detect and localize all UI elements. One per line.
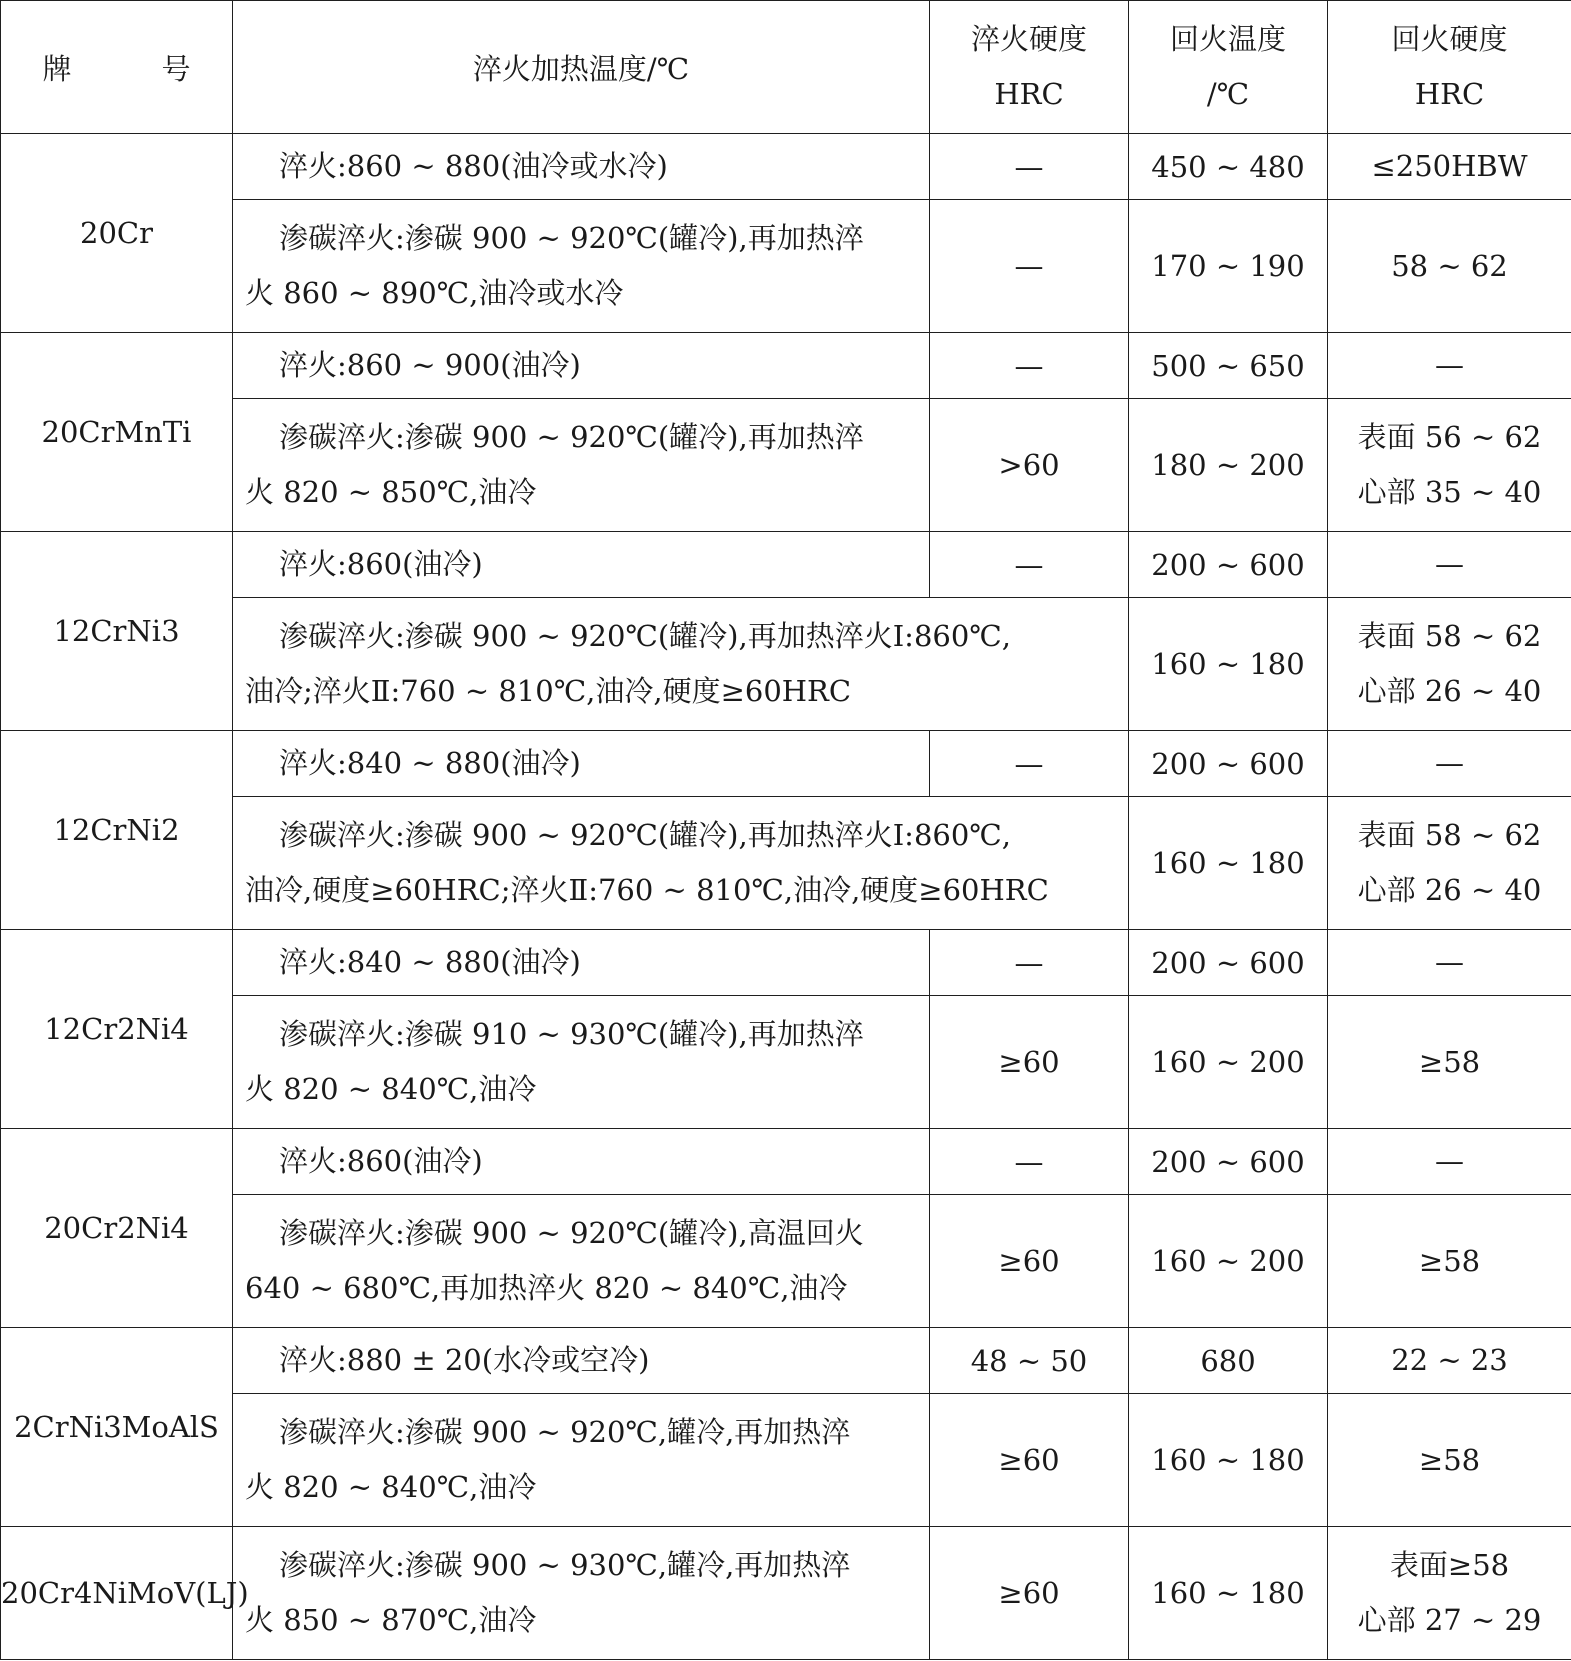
quench-hardness-cell: —: [930, 200, 1129, 333]
process-line: 渗碳淬火:渗碳 900 ~ 920℃(罐冷),再加热淬火Ⅰ:860℃,: [279, 619, 1011, 653]
header-row: [1, 1, 1571, 134]
quench-hardness-cell: ≥60: [930, 1195, 1129, 1328]
temper-temp-cell: 160 ~ 200: [1129, 1195, 1328, 1328]
process-line: 火 820 ~ 840℃,油冷: [245, 1470, 537, 1504]
process-line: 渗碳淬火:渗碳 900 ~ 920℃(罐冷),高温回火: [279, 1216, 864, 1250]
process-line: 淬火:880 ± 20(水冷或空冷): [279, 1343, 650, 1377]
header-grade: [1, 1, 233, 134]
temper-temp-cell: 160 ~ 180: [1129, 797, 1328, 930]
header-temper-hardness: [1328, 1, 1571, 134]
temper-hardness-line: —: [1435, 945, 1464, 979]
process-cell: [233, 797, 1129, 930]
quench-hardness-cell: —: [930, 333, 1129, 399]
quench-hardness-cell: —: [930, 731, 1129, 797]
table-row: [1, 1195, 1571, 1328]
grade-cell: 12Cr2Ni4: [1, 930, 233, 1129]
temper-hardness-cell: [1328, 731, 1571, 797]
quench-hardness-cell: —: [930, 1129, 1129, 1195]
temper-temp-cell: 450 ~ 480: [1129, 134, 1328, 200]
table-body: [1, 134, 1571, 1660]
process-line: 淬火:840 ~ 880(油冷): [279, 945, 581, 979]
temper-temp-cell: 180 ~ 200: [1129, 399, 1328, 532]
temper-hardness-cell: [1328, 1394, 1571, 1527]
temper-hardness-cell: [1328, 333, 1571, 399]
temper-hardness-cell: [1328, 996, 1571, 1129]
header-quench-hardness: [930, 1, 1129, 134]
temper-temp-cell: 160 ~ 180: [1129, 1527, 1328, 1660]
temper-hardness-cell: [1328, 930, 1571, 996]
temper-hardness-line: ≥58: [1418, 1243, 1481, 1278]
process-line: 油冷;淬火Ⅱ:760 ~ 810℃,油冷,硬度≥60HRC: [245, 674, 852, 708]
process-line: 淬火:860(油冷): [279, 547, 483, 581]
table-row: [1, 333, 1571, 399]
process-cell: [233, 731, 930, 797]
temper-temp-cell: 500 ~ 650: [1129, 333, 1328, 399]
process-line: 火 860 ~ 890℃,油冷或水冷: [245, 276, 624, 310]
quench-hardness-cell: ≥60: [930, 1394, 1129, 1527]
temper-temp-cell: 170 ~ 190: [1129, 200, 1328, 333]
temper-hardness-line: 表面 56 ~ 62: [1357, 420, 1542, 454]
process-line: 渗碳淬火:渗碳 900 ~ 920℃(罐冷),再加热淬: [279, 420, 864, 454]
temper-hardness-cell: [1328, 1328, 1571, 1394]
temper-hardness-line: 58 ~ 62: [1391, 248, 1508, 283]
process-line: 渗碳淬火:渗碳 900 ~ 920℃(罐冷),再加热淬火Ⅰ:860℃,: [279, 818, 1011, 852]
temper-hardness-cell: [1328, 532, 1571, 598]
temper-hardness-line: 22 ~ 23: [1391, 1343, 1508, 1377]
table-row: [1, 532, 1571, 598]
grade-cell: 20CrMnTi: [1, 333, 233, 532]
table-row: [1, 598, 1571, 731]
process-line: 淬火:860(油冷): [279, 1144, 483, 1178]
table-row: [1, 399, 1571, 532]
process-cell: [233, 1129, 930, 1195]
temper-temp-cell: 160 ~ 180: [1129, 1394, 1328, 1527]
process-line: 640 ~ 680℃,再加热淬火 820 ~ 840℃,油冷: [245, 1271, 848, 1305]
temper-hardness-cell: [1328, 598, 1571, 731]
temper-temp-cell: 200 ~ 600: [1129, 930, 1328, 996]
process-cell: [233, 134, 930, 200]
temper-hardness-line: —: [1435, 1144, 1464, 1178]
table-row: [1, 797, 1571, 930]
temper-hardness-line: —: [1435, 746, 1464, 780]
header-quench-hardness-line-1: 淬火硬度: [970, 22, 1087, 56]
temper-hardness-line: 表面 58 ~ 62: [1357, 818, 1542, 852]
temper-hardness-cell: [1328, 134, 1571, 200]
process-cell: [233, 399, 930, 532]
grade-cell: 2CrNi3MoAlS: [1, 1328, 233, 1527]
process-cell: [233, 532, 930, 598]
temper-hardness-cell: [1328, 399, 1571, 532]
temper-hardness-line: 表面≥58: [1389, 1548, 1510, 1582]
temper-hardness-line: ≤250HBW: [1371, 149, 1528, 183]
temper-hardness-line: —: [1435, 547, 1464, 581]
process-cell: [233, 1527, 930, 1660]
temper-hardness-cell: [1328, 200, 1571, 333]
table-row: [1, 1394, 1571, 1527]
temper-temp-cell: 680: [1129, 1328, 1328, 1394]
process-cell: [233, 930, 930, 996]
grade-cell: 12CrNi2: [1, 731, 233, 930]
quench-hardness-cell: >60: [930, 399, 1129, 532]
process-line: 淬火:860 ~ 880(油冷或水冷): [279, 149, 668, 183]
header-quench-hardness-line-2: HRC: [994, 77, 1064, 111]
temper-temp-cell: 160 ~ 180: [1129, 598, 1328, 731]
table-row: [1, 134, 1571, 200]
temper-hardness-line: 表面 58 ~ 62: [1357, 619, 1542, 653]
temper-hardness-cell: [1328, 1527, 1571, 1660]
quench-hardness-cell: —: [930, 930, 1129, 996]
quench-hardness-cell: ≥60: [930, 1527, 1129, 1660]
temper-temp-cell: 160 ~ 200: [1129, 996, 1328, 1129]
header-temper-temp: [1129, 1, 1328, 134]
process-line: 渗碳淬火:渗碳 910 ~ 930℃(罐冷),再加热淬: [279, 1017, 864, 1051]
temper-hardness-line: 心部 35 ~ 40: [1357, 475, 1542, 509]
temper-hardness-cell: [1328, 1129, 1571, 1195]
table-row: [1, 200, 1571, 333]
process-line: 淬火:860 ~ 900(油冷): [279, 348, 581, 382]
grade-cell: 20Cr4NiMoV(LJ): [1, 1527, 233, 1660]
temper-hardness-line: ≥58: [1418, 1044, 1481, 1079]
process-line: 淬火:840 ~ 880(油冷): [279, 746, 581, 780]
process-cell: [233, 996, 930, 1129]
grade-cell: 20Cr2Ni4: [1, 1129, 233, 1328]
header-temper-hardness-line-2: HRC: [1414, 77, 1485, 111]
temper-hardness-line: 心部 26 ~ 40: [1357, 873, 1542, 907]
temper-hardness-line: 心部 27 ~ 29: [1357, 1603, 1542, 1637]
temper-hardness-cell: [1328, 797, 1571, 930]
process-line: 渗碳淬火:渗碳 900 ~ 920℃,罐冷,再加热淬: [279, 1415, 851, 1449]
table-row: [1, 930, 1571, 996]
quench-hardness-cell: 48 ~ 50: [930, 1328, 1129, 1394]
process-line: 火 850 ~ 870℃,油冷: [245, 1603, 537, 1637]
table-row: [1, 731, 1571, 797]
quench-hardness-cell: —: [930, 134, 1129, 200]
process-cell: [233, 1195, 930, 1328]
temper-temp-cell: 200 ~ 600: [1129, 1129, 1328, 1195]
process-line: 火 820 ~ 840℃,油冷: [245, 1072, 537, 1106]
process-line: 火 820 ~ 850℃,油冷: [245, 475, 537, 509]
header-temper-temp-line-2: /℃: [1206, 77, 1250, 111]
process-line: 渗碳淬火:渗碳 900 ~ 930℃,罐冷,再加热淬: [279, 1548, 851, 1582]
process-cell: [233, 200, 930, 333]
process-cell: [233, 598, 1129, 731]
quench-hardness-cell: —: [930, 532, 1129, 598]
table-row: [1, 1129, 1571, 1195]
table-row: [1, 1328, 1571, 1394]
temper-temp-cell: 200 ~ 600: [1129, 532, 1328, 598]
table-row: [1, 996, 1571, 1129]
process-line: 渗碳淬火:渗碳 900 ~ 920℃(罐冷),再加热淬: [279, 221, 864, 255]
process-line: 油冷,硬度≥60HRC;淬火Ⅱ:760 ~ 810℃,油冷,硬度≥60HRC: [245, 873, 1049, 907]
grade-cell: 12CrNi3: [1, 532, 233, 731]
process-cell: [233, 1328, 930, 1394]
quench-hardness-cell: ≥60: [930, 996, 1129, 1129]
temper-hardness-line: 心部 26 ~ 40: [1357, 674, 1542, 708]
temper-temp-cell: 200 ~ 600: [1129, 731, 1328, 797]
process-cell: [233, 1394, 930, 1527]
grade-cell: 20Cr: [1, 134, 233, 333]
header-grade-char-2: 号: [161, 51, 191, 86]
header-temper-temp-line-1: 回火温度: [1169, 22, 1286, 56]
temper-hardness-line: ≥58: [1418, 1442, 1481, 1477]
process-cell: [233, 333, 930, 399]
table-row: [1, 1527, 1571, 1660]
temper-hardness-cell: [1328, 1195, 1571, 1328]
header-process: 淬火加热温度/℃: [233, 1, 930, 134]
temper-hardness-line: —: [1435, 348, 1464, 382]
header-temper-hardness-line-1: 回火硬度: [1391, 22, 1508, 56]
header-grade-char-1: 牌: [42, 51, 72, 86]
